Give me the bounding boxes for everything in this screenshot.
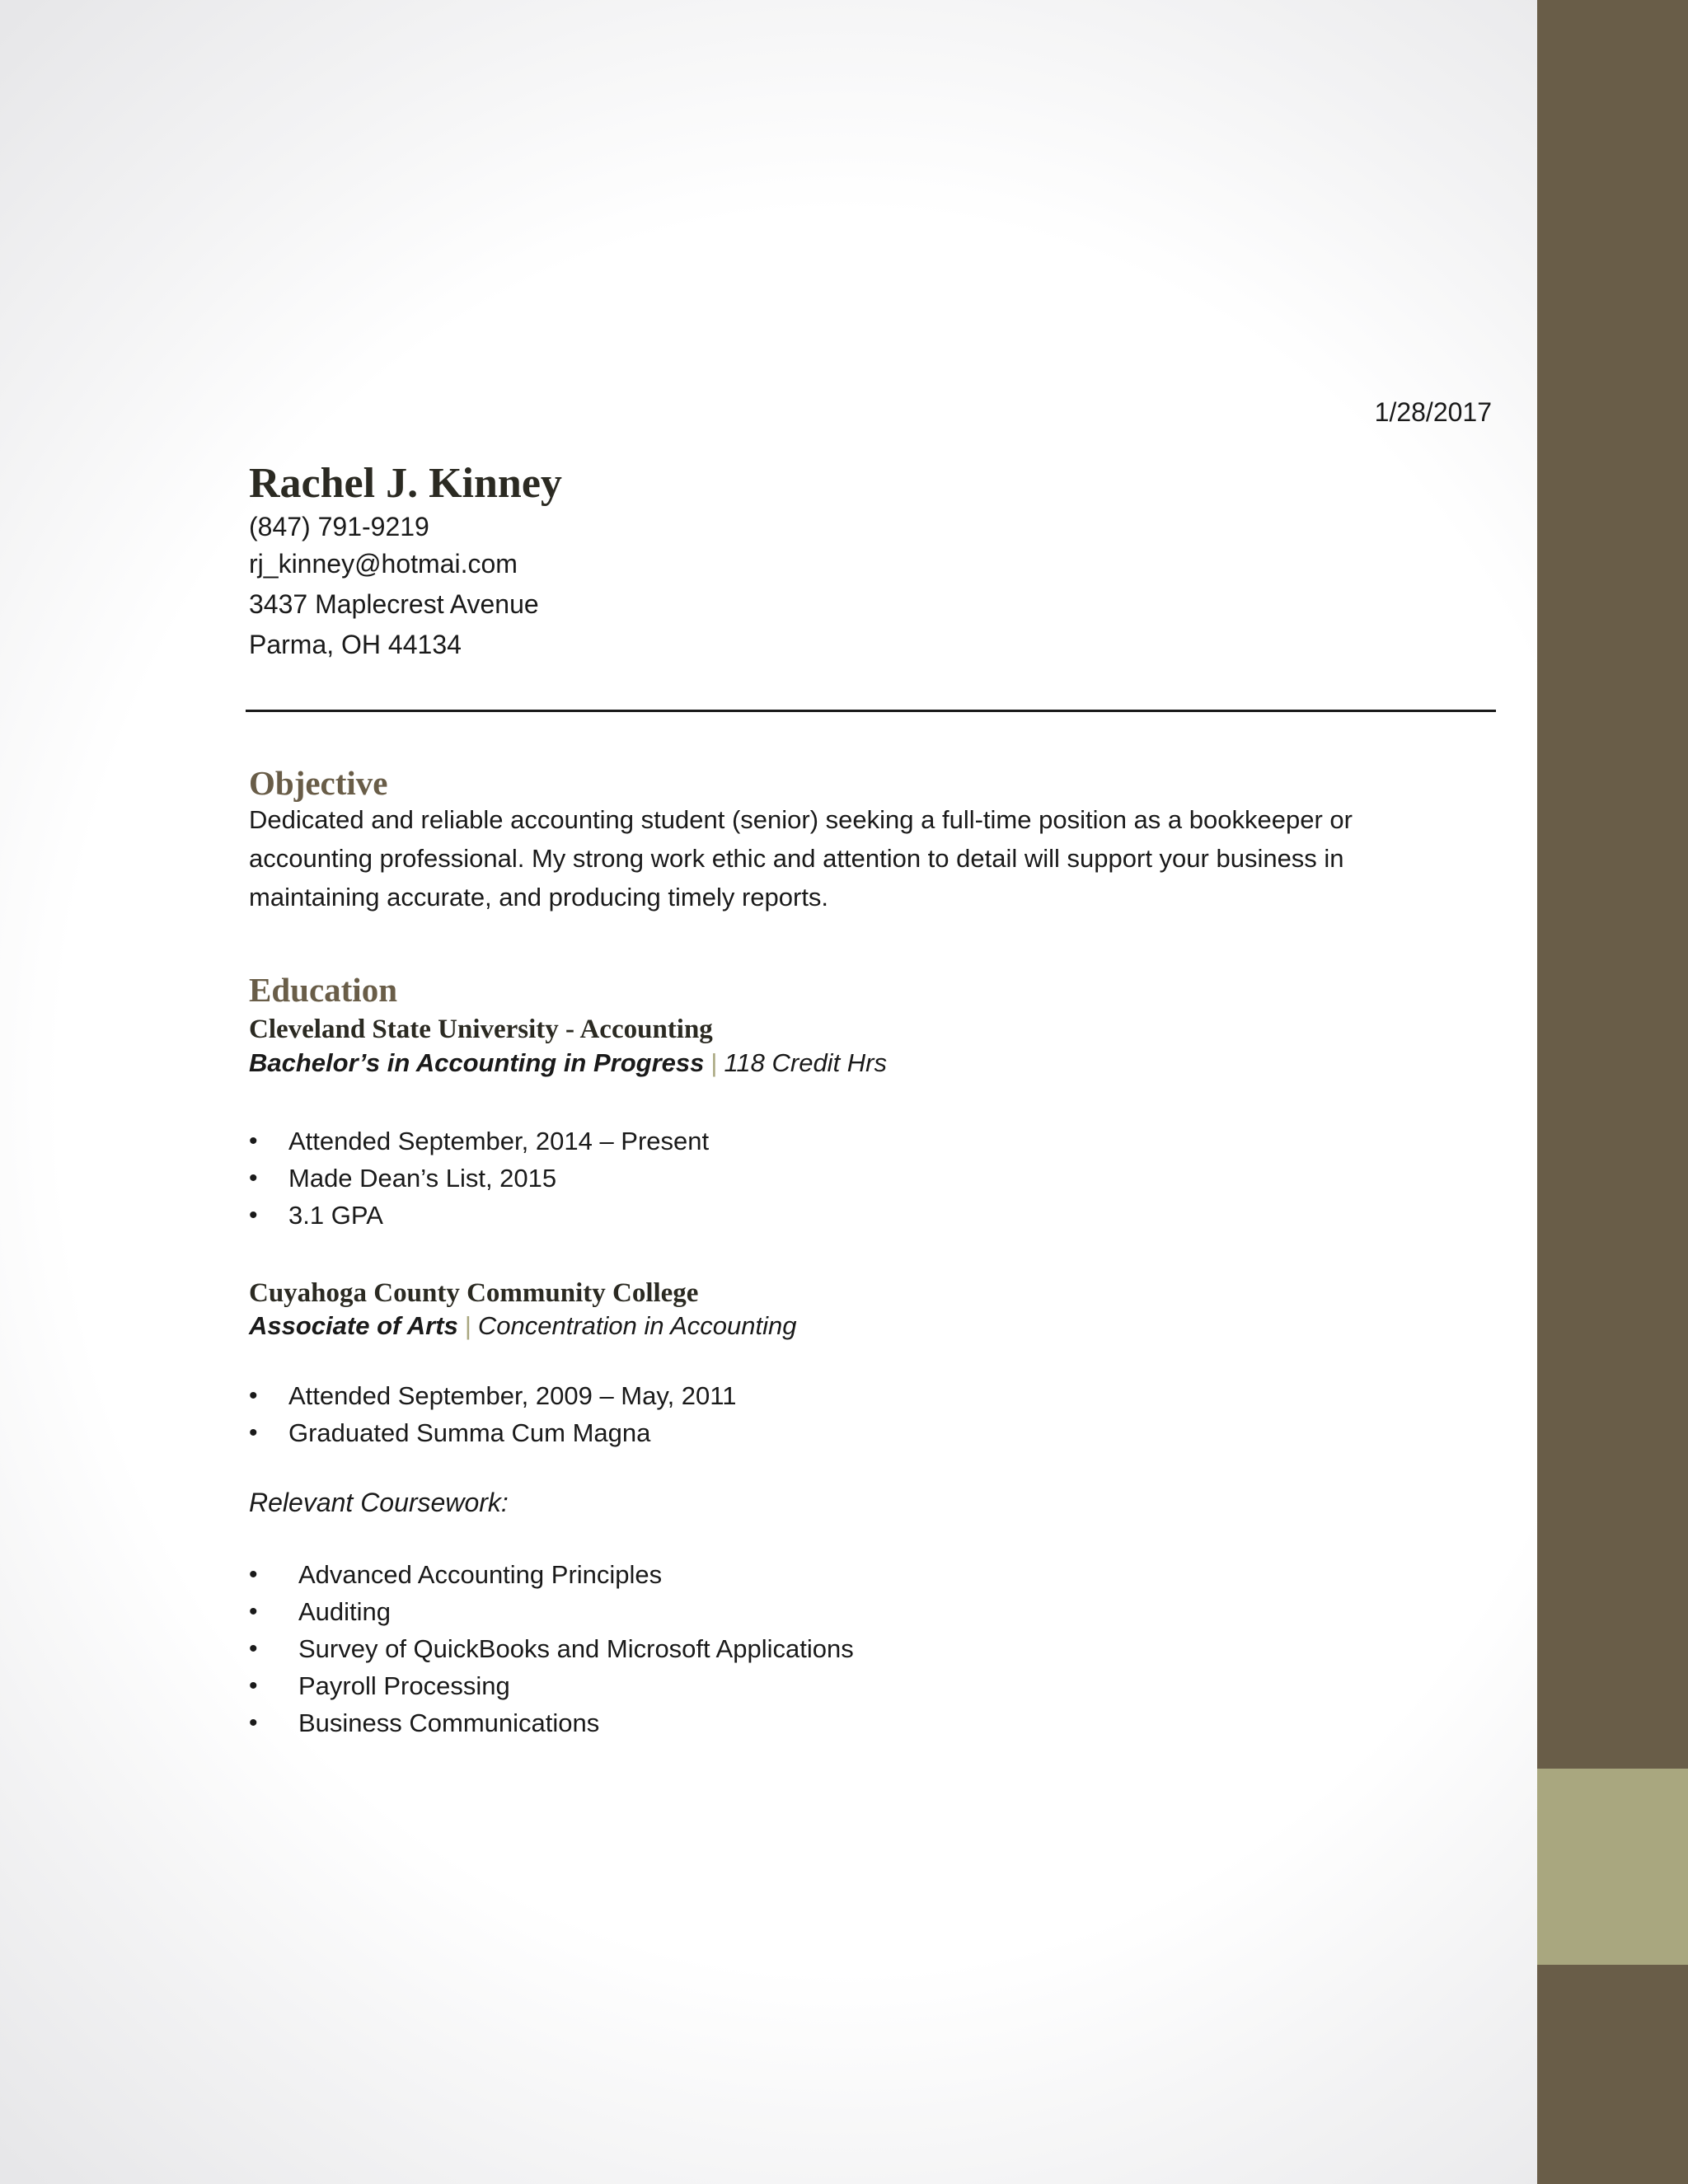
- list-item: [249, 1593, 854, 1630]
- list-item: [249, 1667, 854, 1704]
- degree-separator-1: |: [710, 1048, 718, 1077]
- objective-heading: Objective: [249, 764, 388, 802]
- city-state-zip: Parma, OH 44134: [249, 630, 462, 659]
- bullet-icon: •: [249, 1419, 258, 1446]
- list-item: [249, 1414, 736, 1451]
- list-item-text: Attended September, 2014 – Present: [288, 1127, 710, 1155]
- bullet-icon: •: [249, 1165, 258, 1192]
- sidebar-band-bottom: [1537, 1965, 1688, 2184]
- list-item-text: Attended September, 2009 – May, 2011: [288, 1381, 737, 1410]
- school-2-bullets: [249, 1377, 736, 1451]
- school-1-bullets: [249, 1122, 709, 1234]
- header-divider: [246, 710, 1496, 712]
- coursework-list: [249, 1556, 854, 1741]
- sidebar-band-top: [1537, 0, 1688, 1769]
- list-item-text: Survey of QuickBooks and Microsoft Applications: [298, 1634, 854, 1663]
- degree-detail-1: 118 Credit Hrs: [724, 1048, 888, 1077]
- list-item: [249, 1122, 709, 1160]
- degree-title-2: Associate of Arts: [249, 1311, 458, 1340]
- bullet-icon: •: [249, 1598, 258, 1625]
- phone-number: (847) 791-9219: [249, 512, 429, 541]
- objective-text: Dedicated and reliable accounting student (senior) seeking a full-time position as a bookkeeper or accounting professional. My strong work ethic and attention to detail will support your business in maintaining accurate, and producing timely reports.: [249, 805, 1353, 912]
- email-address[interactable]: rj_kinney@hotmai.com: [249, 549, 518, 579]
- degree-line-1: [249, 1047, 887, 1080]
- street-address: 3437 Maplecrest Avenue: [249, 589, 539, 619]
- list-item-text: Auditing: [298, 1597, 392, 1626]
- bullet-icon: •: [249, 1202, 258, 1229]
- school-name-2: Cuyahoga County Community College: [249, 1278, 699, 1308]
- list-item-text: Payroll Processing: [298, 1671, 510, 1700]
- list-item: [249, 1704, 854, 1741]
- bullet-icon: •: [249, 1127, 258, 1155]
- list-item: [249, 1377, 736, 1414]
- list-item-text: Graduated Summa Cum Magna: [288, 1418, 651, 1447]
- list-item-text: Advanced Accounting Principles: [298, 1560, 663, 1589]
- bullet-icon: •: [249, 1561, 258, 1588]
- sidebar-band-accent: [1537, 1769, 1688, 1965]
- list-item: [249, 1197, 709, 1234]
- list-item-text: 3.1 GPA: [288, 1201, 383, 1230]
- degree-title-1: Bachelor’s in Accounting in Progress: [249, 1048, 705, 1077]
- list-item-text: Made Dean’s List, 2015: [288, 1164, 557, 1193]
- bullet-icon: •: [249, 1635, 258, 1662]
- bullet-icon: •: [249, 1672, 258, 1699]
- school-name-1: Cleveland State University - Accounting: [249, 1015, 713, 1044]
- list-item: [249, 1630, 854, 1667]
- degree-separator-2: |: [464, 1311, 471, 1340]
- education-heading: Education: [249, 971, 397, 1009]
- degree-detail-2: Concentration in Accounting: [477, 1311, 797, 1340]
- bullet-icon: •: [249, 1709, 258, 1736]
- resume-date: 1/28/2017: [1374, 397, 1492, 427]
- degree-line-2: [249, 1310, 796, 1343]
- coursework-label: Relevant Coursework:: [249, 1488, 509, 1517]
- list-item: [249, 1556, 854, 1593]
- bullet-icon: •: [249, 1382, 258, 1409]
- applicant-name: Rachel J. Kinney: [249, 460, 562, 507]
- list-item-text: Business Communications: [298, 1708, 600, 1737]
- list-item: [249, 1160, 709, 1197]
